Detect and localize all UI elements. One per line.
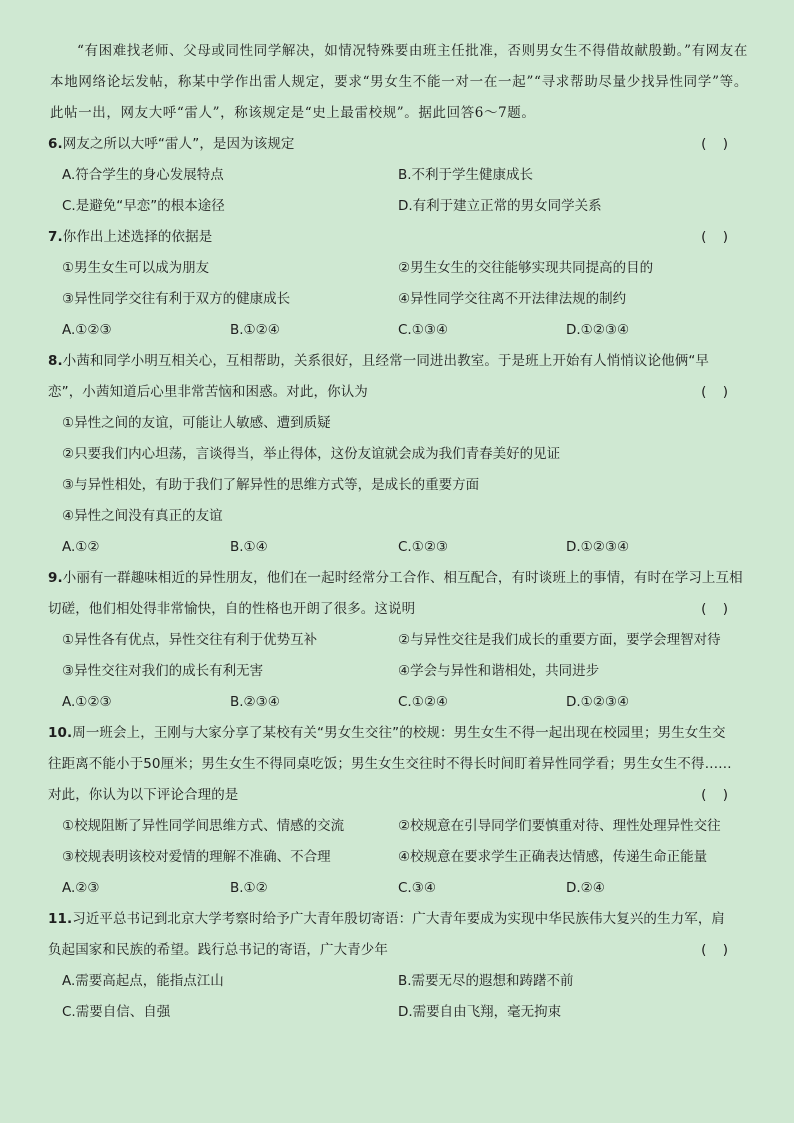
question-10-stem-line-1 <box>48 718 748 749</box>
option-row <box>48 873 748 904</box>
stem-text: 负起国家和民族的希望。践行总书记的寄语，广大青少年 <box>48 942 388 958</box>
option-a[interactable]: A.符合学生的身心发展特点 <box>62 167 224 183</box>
question-10-stem-line-3 <box>48 780 748 811</box>
statement-row <box>48 842 748 873</box>
option-d[interactable]: D.需要自由飞翔，毫无拘束 <box>398 1004 562 1020</box>
intro-passage: “有困难找老师、父母或同性同学解决，如情况特殊要由班主任批准，否则男女生不得借故献殷勤。”有网友在本地网络论坛发帖，称某中学作出雷人规定，要求“男女生不能一对一在一起”“寻求帮助尽量少找异性同学”等。此帖一出，网友大呼“雷人”，称该规定是“史上最雷校规”。据此回答6～7题。 <box>50 43 748 121</box>
option-row <box>48 160 748 191</box>
statement-4: ④学会与异性和谐相处，共同进步 <box>398 663 600 679</box>
answer-bracket: ( ) <box>701 787 734 803</box>
option-b[interactable]: B.①④ <box>230 539 268 555</box>
question-10 <box>48 718 748 904</box>
statement-row <box>48 625 748 656</box>
question-8-stem-line-1 <box>48 346 748 377</box>
stem-text: 小茜和同学小明互相关心，互相帮助，关系很好，且经常一同进出教室。于是班上开始有人悄悄议论他俩“早 <box>62 353 710 369</box>
answer-bracket: ( ) <box>701 601 734 617</box>
option-row <box>48 315 748 346</box>
option-row <box>48 966 748 997</box>
option-d[interactable]: D.有利于建立正常的男女同学关系 <box>398 198 602 214</box>
question-number: 9. <box>48 570 63 586</box>
option-row <box>48 687 748 718</box>
statement-1: ①男生女生可以成为朋友 <box>62 260 210 276</box>
statement-1: ①校规阻断了异性同学间思维方式、情感的交流 <box>62 818 345 834</box>
stem-text: 恋”，小茜知道后心里非常苦恼和困惑。对此，你认为 <box>48 384 368 400</box>
option-a[interactable]: A.需要高起点，能指点江山 <box>62 973 224 989</box>
stem-text: 习近平总书记到北京大学考察时给予广大青年殷切寄语：广大青年要成为实现中华民族伟大复兴的生力军，肩 <box>72 911 726 927</box>
statement-2: ②男生女生的交往能够实现共同提高的目的 <box>398 260 654 276</box>
question-number: 8. <box>48 353 63 369</box>
exam-page <box>48 36 748 1028</box>
statement-2: ②校规意在引导同学们要慎重对待、理性处理异性交往 <box>398 818 721 834</box>
stem-text: 网友之所以大呼“雷人”，是因为该规定 <box>62 136 295 152</box>
statement-3: ③与异性相处，有助于我们了解异性的思维方式等，是成长的重要方面 <box>62 477 480 493</box>
option-c[interactable]: C.需要自信、自强 <box>62 1004 171 1020</box>
option-b[interactable]: B.不利于学生健康成长 <box>398 167 534 183</box>
option-row <box>48 997 748 1028</box>
option-c[interactable]: C.①②④ <box>398 694 449 710</box>
question-number: 7. <box>48 229 63 245</box>
statement-1: ①异性各有优点，异性交往有利于优势互补 <box>62 632 318 648</box>
stem-text: 小丽有一群趣味相近的异性朋友，他们在一起时经常分工合作、相互配合，有时谈班上的事情，有时在学习上互相 <box>62 570 743 586</box>
option-d[interactable]: D.①②③④ <box>566 539 630 555</box>
question-9-stem-line-2 <box>48 594 748 625</box>
stem-text: 往距离不能小于50厘米；男生女生不得同桌吃饭；男生女生交往时不得长时间盯着异性同学看；男生女生不得…… <box>48 756 732 772</box>
stem-text: 切磋，他们相处得非常愉快，自的性格也开朗了很多。这说明 <box>48 601 416 617</box>
question-8-stem-line-2 <box>48 377 748 408</box>
option-row <box>48 191 748 222</box>
option-b[interactable]: B.①② <box>230 880 268 896</box>
option-row <box>48 532 748 563</box>
question-7-stem <box>48 222 748 253</box>
option-d[interactable]: D.①②③④ <box>566 694 630 710</box>
statement-1: ①异性之间的友谊，可能让人敏感、遭到质疑 <box>62 415 331 431</box>
statement-3: ③异性交往对我们的成长有利无害 <box>62 663 264 679</box>
question-9 <box>48 563 748 718</box>
option-a[interactable]: A.①②③ <box>62 322 112 338</box>
answer-bracket: ( ) <box>701 229 734 245</box>
option-c[interactable]: C.③④ <box>398 880 436 896</box>
option-b[interactable]: B.①②④ <box>230 322 280 338</box>
option-a[interactable]: A.①②③ <box>62 694 112 710</box>
question-11 <box>48 904 748 1028</box>
option-b[interactable]: B.需要无尽的遐想和踌躇不前 <box>398 973 574 989</box>
statement-row <box>48 284 748 315</box>
question-6-stem <box>48 129 748 160</box>
question-number: 6. <box>48 136 63 152</box>
statement-4: ④校规意在要求学生正确表达情感，传递生命正能量 <box>398 849 708 865</box>
question-8 <box>48 346 748 563</box>
option-a[interactable]: A.①② <box>62 539 100 555</box>
statement-row <box>48 656 748 687</box>
statement-3: ③校规表明该校对爱情的理解不准确、不合理 <box>62 849 331 865</box>
option-c[interactable]: C.是避免“早恋”的根本途径 <box>62 198 225 214</box>
statement-3: ③异性同学交往有利于双方的健康成长 <box>62 291 291 307</box>
statement-row <box>48 253 748 284</box>
option-d[interactable]: D.①②③④ <box>566 322 630 338</box>
question-11-stem-line-2 <box>48 935 748 966</box>
question-10-stem-line-2 <box>48 749 748 780</box>
stem-text: 对此，你认为以下评论合理的是 <box>48 787 239 803</box>
question-number: 11. <box>48 911 73 927</box>
question-11-stem-line-1 <box>48 904 748 935</box>
option-c[interactable]: C.①③④ <box>398 322 449 338</box>
option-c[interactable]: C.①②③ <box>398 539 449 555</box>
option-b[interactable]: B.②③④ <box>230 694 280 710</box>
statement-row <box>48 811 748 842</box>
answer-bracket: ( ) <box>701 136 734 152</box>
question-number: 10. <box>48 725 73 741</box>
statement-4: ④异性之间没有真正的友谊 <box>62 508 223 524</box>
answer-bracket: ( ) <box>701 384 734 400</box>
question-9-stem-line-1 <box>48 563 748 594</box>
question-7 <box>48 222 748 346</box>
statement-2: ②只要我们内心坦荡，言谈得当，举止得体，这份友谊就会成为我们青春美好的见证 <box>62 446 561 462</box>
stem-text: 周一班会上，王刚与大家分享了某校有关“男女生交往”的校规：男生女生不得一起出现在校园里；男生女生交 <box>72 725 726 741</box>
option-d[interactable]: D.②④ <box>566 880 605 896</box>
answer-bracket: ( ) <box>701 942 734 958</box>
statement-4: ④异性同学交往离不开法律法规的制约 <box>398 291 627 307</box>
question-6 <box>48 129 748 222</box>
stem-text: 你作出上述选择的依据是 <box>62 229 213 245</box>
option-a[interactable]: A.②③ <box>62 880 100 896</box>
statement-2: ②与异性交往是我们成长的重要方面，要学会理智对待 <box>398 632 721 648</box>
